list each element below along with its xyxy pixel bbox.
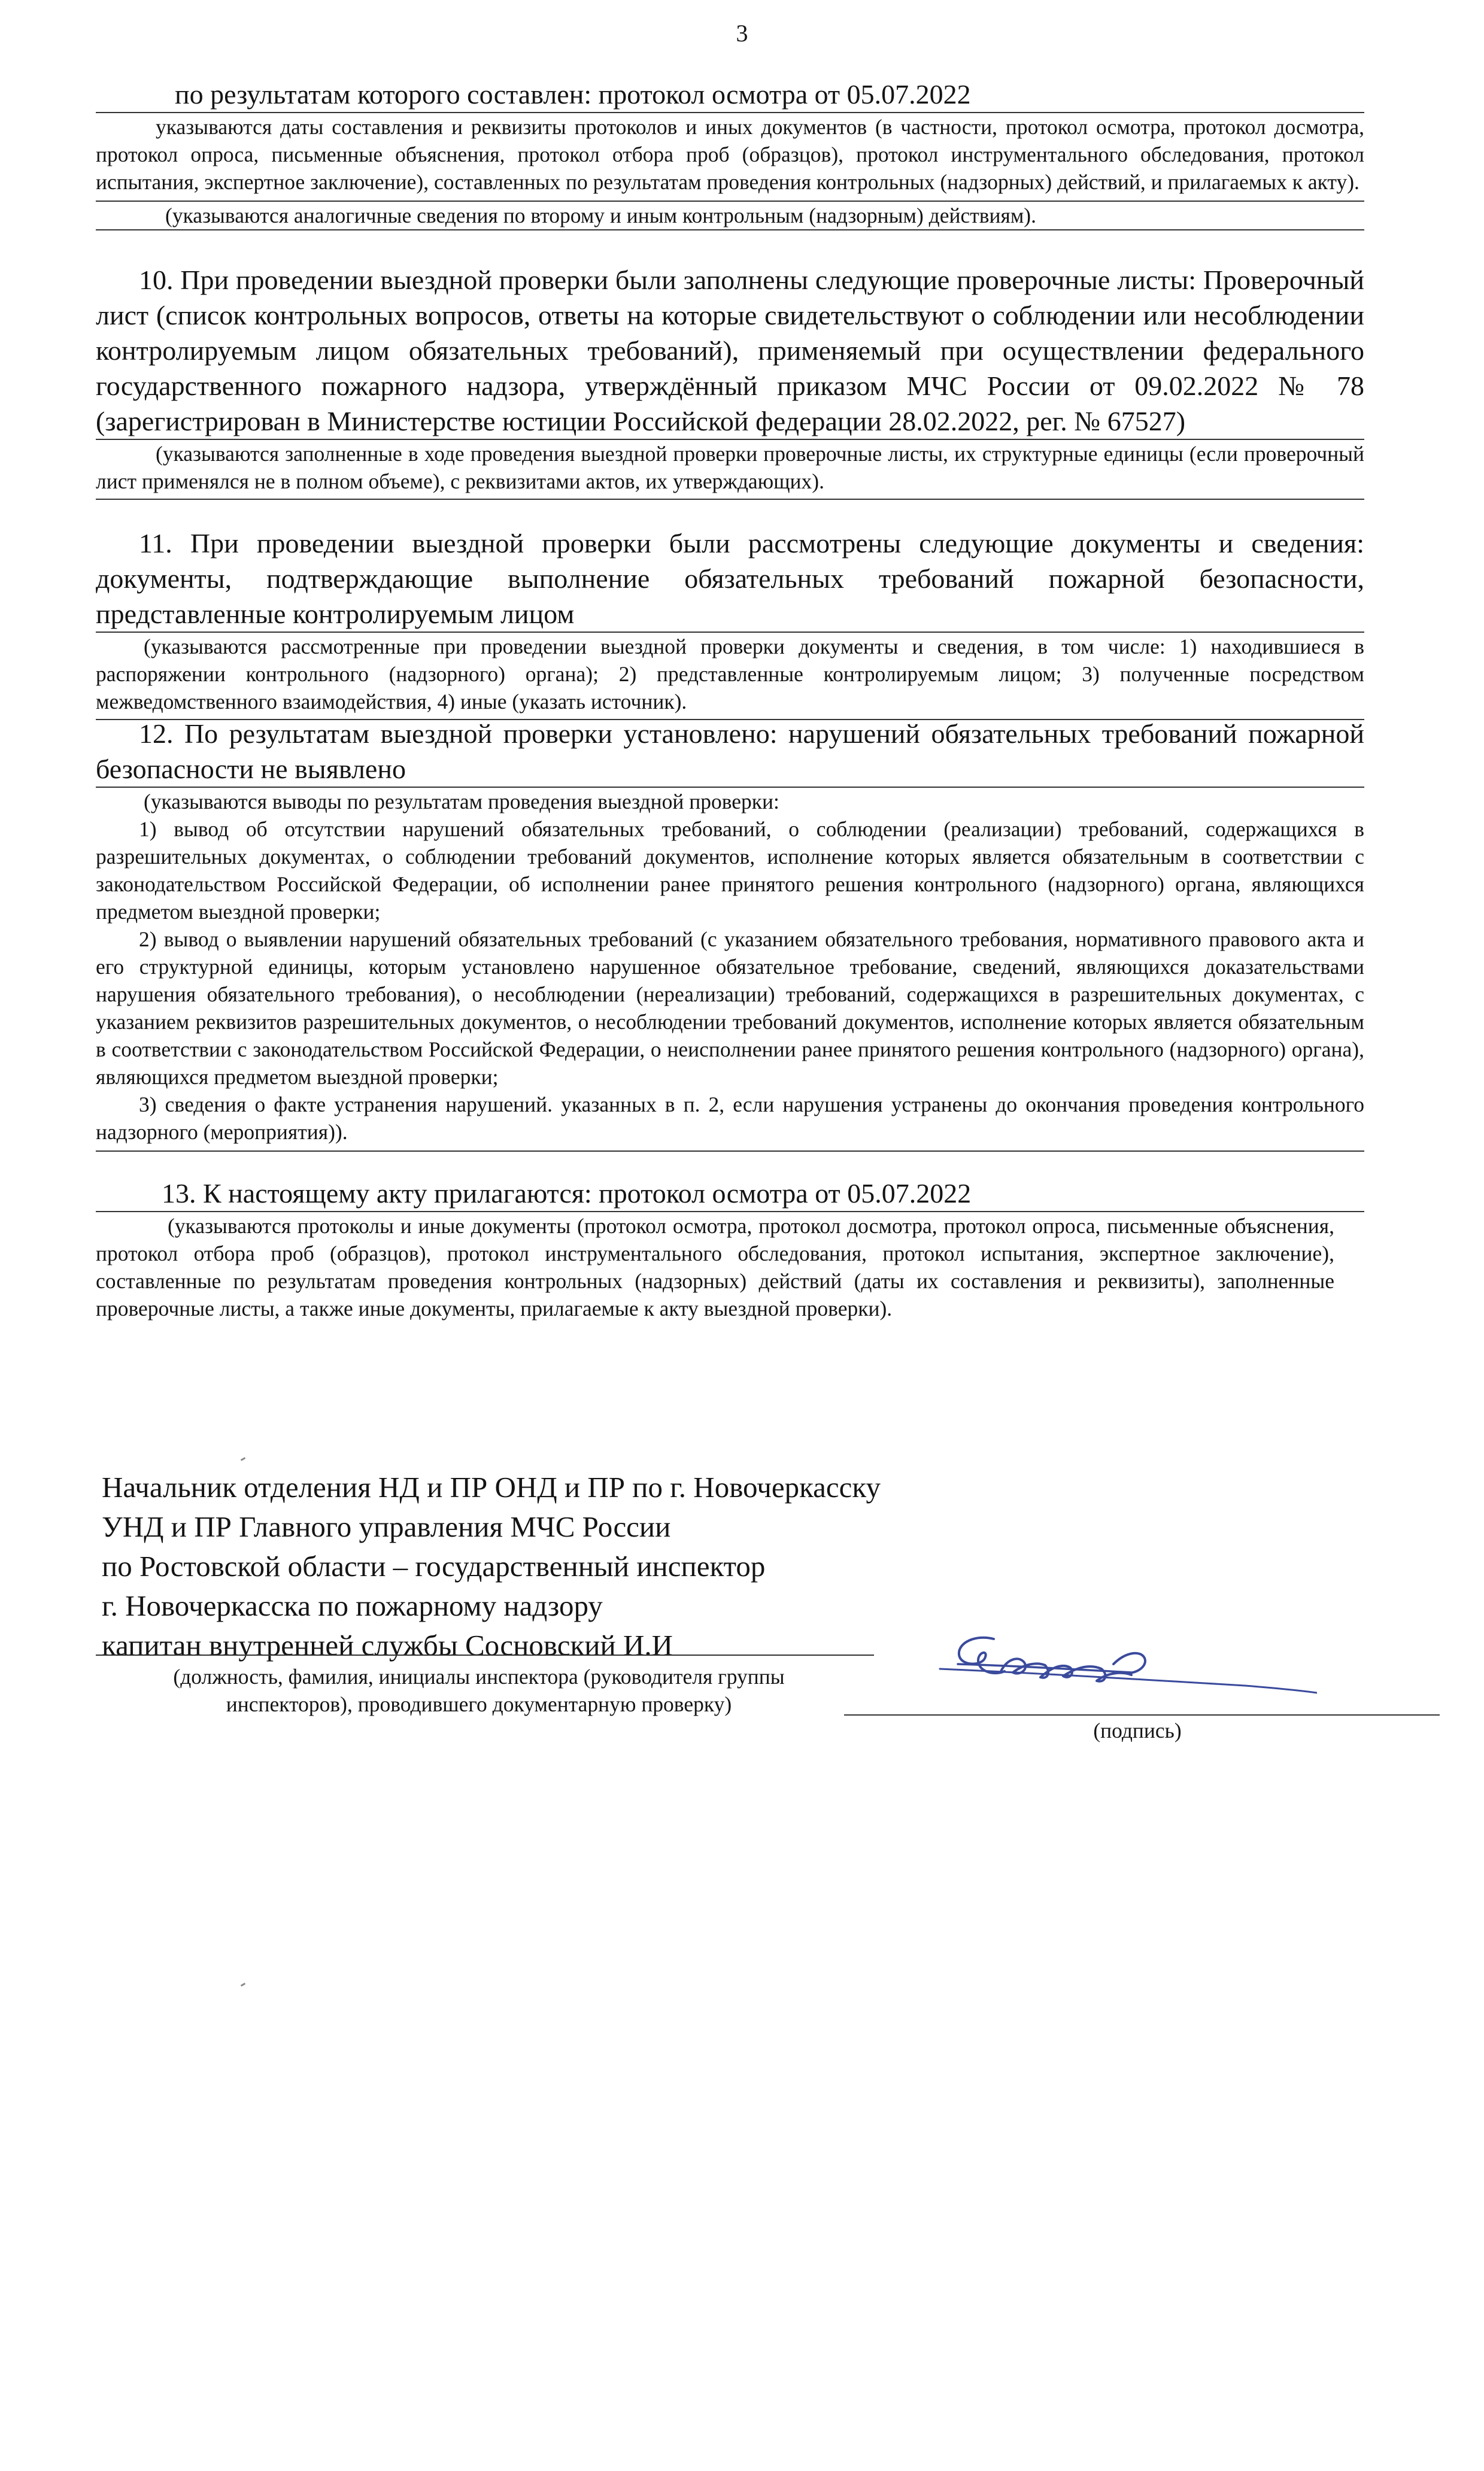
sec10-text: 10. При проведении выездной проверки были заполнены следующие проверочные листы: Проверочный лист (список контрольных вопросов, ответы на которые свидетельствуют о соблюдении или несоблюдении контролируемым лицом обязательных требований), применяемый при осуществлении федерального государственного пожарного надзора, утверждённый приказом МЧС России от 09.02.2022 № 78 (зарегистрирован в Министерстве юстиции Российской федерации 28.02.2022, рег. № 67527): [96, 265, 1364, 436]
section-11: [96, 526, 1364, 720]
scan-speck: [241, 1457, 245, 1461]
rule: [96, 229, 1364, 230]
sec9-hint: указываются даты составления и реквизиты протоколов и иных документов (в частности, протокол осмотра, протокол досмотра, протокол опроса, письменные объяснения, протокол отбора проб (образцов), протокол инструментального обследования, протокол испытания, экспертное заключение), составленных по результатам проведения контрольных (надзорных) действий, и прилагаемых к акту).: [96, 115, 1364, 194]
section-12: [96, 716, 1364, 1152]
sec12-hint-p3: 3) сведения о факте устранения нарушений. указанных в п. 2, если нарушения устранены до окончания проведения контрольного надзорного (мероприятия)).: [96, 1092, 1364, 1144]
signature-rule: [844, 1714, 1440, 1716]
sec9-result-line: по результатам которого составлен: протокол осмотра от 05.07.2022: [175, 79, 971, 110]
scan-speck: [241, 1983, 245, 1987]
sec11-hint: (указываются рассмотренные при проведении выездной проверки документы и сведения, в том числе: 1) находившиеся в распоряжении контрольного (надзорного) органа); 2) представленные контролируемым лицом; 3) полученные посредством межведомственного взаимодействия, 4) иные (указать источник).: [96, 635, 1364, 714]
sec11-text: 11. При проведении выездной проверки были рассмотрены следующие документы и сведения: документы, подтверждающие выполнение обязательных требований пожарной безопасности, представленные контролируемым лицом: [96, 528, 1364, 629]
inspector-title-line: по Ростовской области – государственный инспектор: [102, 1550, 766, 1583]
inspector-title-line: УНД и ПР Главного управления МЧС России: [102, 1510, 671, 1543]
rule: [96, 499, 1364, 500]
handwritten-signature: [934, 1628, 1317, 1718]
sec12-text: 12. По результатам выездной проверки установлено: нарушений обязательных требований пожарной безопасности не выявлено: [96, 718, 1364, 784]
section-13: [96, 1176, 1364, 1322]
section-10: [96, 262, 1364, 500]
inspector-title-line: г. Новочеркасска по пожарному надзору: [102, 1589, 603, 1622]
rule: [96, 1150, 1364, 1152]
sec10-hint: (указываются заполненные в ходе проведения выездной проверки проверочные листы, их структурные единицы (если проверочный лист применялся не в полном объеме), с реквизитами актов, их утверждающих).: [96, 442, 1364, 493]
inspector-title: [102, 1468, 881, 1665]
sec12-hint-p2: 2) вывод о выявлении нарушений обязательных требований (с указанием обязательного требования, нормативного правового акта и его структурной единицы, которым установлено нарушенное обязательное требование, сведений, являющихся доказательствами нарушения обязательного требования), о несоблюдении (нереализации) требований, содержащихся в разрешительных документах, с указанием реквизитов разрешительных документов, о несоблюдении требований документов, исполнение которых является обязательным в соответствии с законодательством Российской Федерации, о неисполнении ранее принятого решения контрольного (надзорного) органа), являющихся предметом выездной проверки;: [96, 927, 1364, 1089]
inspector-title-line: капитан внутренней службы Сосновский И.И: [102, 1629, 673, 1662]
position-hint: (должность, фамилия, инициалы инспектора (руководителя группы инспекторов), проводившего документарную проверку): [173, 1665, 785, 1716]
page-number: 3: [736, 20, 748, 47]
sec12-hint-p1: 1) вывод об отсутствии нарушений обязательных требований, о соблюдении (реализации) требований, содержащихся в разрешительных документах, о соблюдении требований документов, исполнение которых является обязательным в соответствии с законодательством Российской Федерации, об исполнении ранее принятого решения контрольного (надзорного) органа, являющихся предметом выездной проверки;: [96, 817, 1364, 924]
sec13-hint: (указываются протоколы и иные документы (протокол осмотра, протокол досмотра, протокол опроса, письменные объяснения, протокол отбора проб (образцов), протокол инструментального обследования, протокол испытания, экспертное заключение), составленные по результатам проведения контрольных (надзорных) действий (даты их составления и реквизиты), заполненные проверочные листы, а также иные документы, прилагаемые к акту выездной проверки).: [96, 1214, 1334, 1321]
position-rule: [96, 1655, 874, 1656]
inspector-title-line: Начальник отделения НД и ПР ОНД и ПР по г. Новочеркасску: [102, 1471, 881, 1504]
signature-hint: (подпись): [1093, 1719, 1182, 1743]
sec9-hint2: (указываются аналогичные сведения по второму и иным контрольным (надзорным) действиям).: [165, 204, 1036, 227]
section-9: [96, 77, 1364, 230]
sec13-text: 13. К настоящему акту прилагаются: протокол осмотра от 05.07.2022: [162, 1178, 972, 1209]
sec12-hint-intro: (указываются выводы по результатам проведения выездной проверки:: [144, 790, 779, 813]
